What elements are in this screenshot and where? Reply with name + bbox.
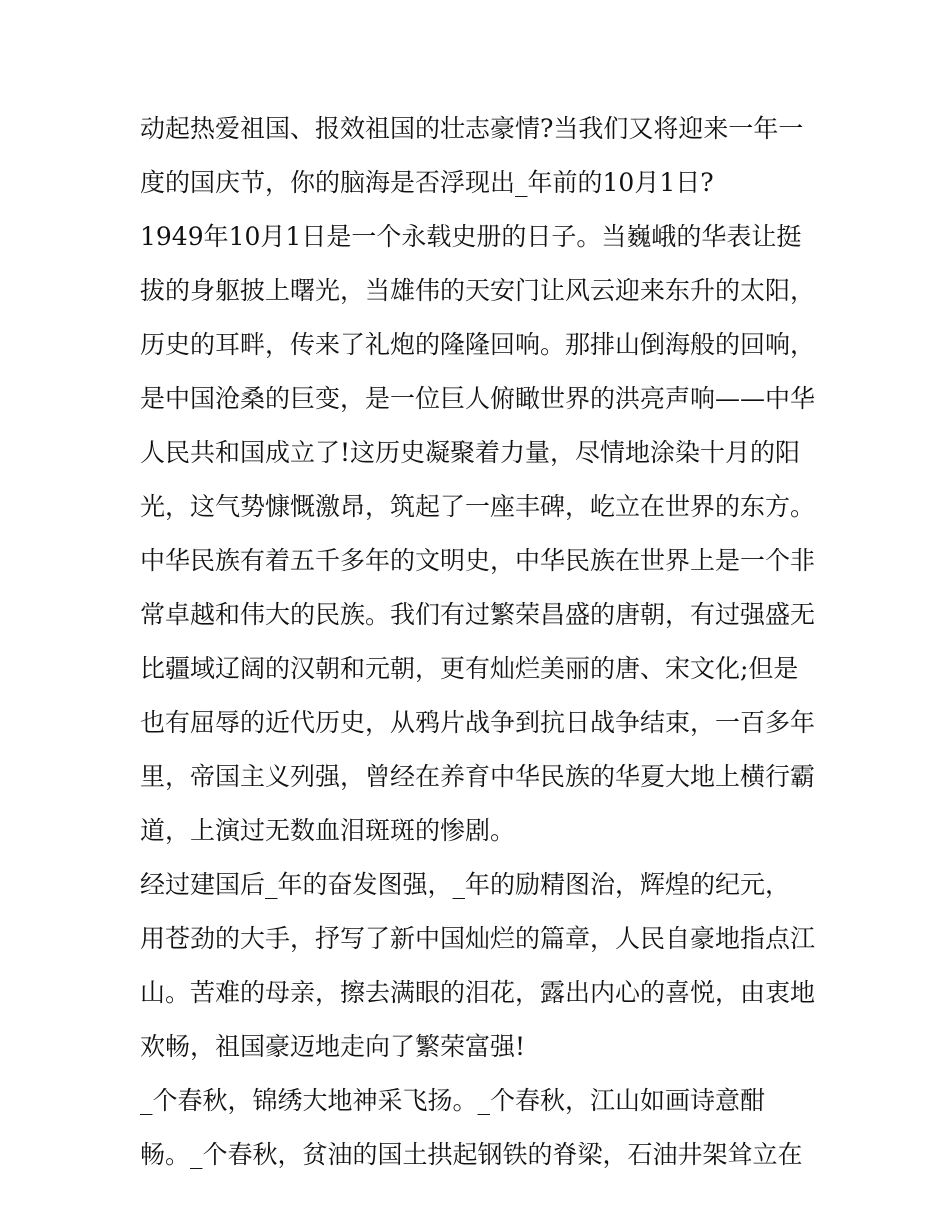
- text-line: 人民共和国成立了!这历史凝聚着力量，尽情地涂染十月的阳: [140, 438, 801, 467]
- text-line: 里，帝国主义列强，曾经在养育中华民族的华夏大地上横行霸: [140, 762, 816, 791]
- text-line: 历史的耳畔，传来了礼炮的隆隆回响。那排山倒海般的回响，: [140, 330, 816, 359]
- text-line: 1949年10月1日是一个永载史册的日子。当巍峨的华表让挺: [140, 222, 802, 251]
- text-line: 比疆域辽阔的汉朝和元朝，更有灿烂美丽的唐、宋文化;但是: [140, 654, 799, 683]
- text-line: 动起热爱祖国、报效祖国的壮志豪情?当我们又将迎来一年一: [140, 114, 804, 143]
- text-line: 拔的身躯披上曙光，当雄伟的天安门让风云迎来东升的太阳，: [140, 276, 816, 305]
- document-body: [140, 102, 830, 1182]
- text-line: 欢畅，祖国豪迈地走向了繁荣富强!: [140, 1032, 526, 1061]
- text-line: 山。苦难的母亲，擦去满眼的泪花，露出内心的喜悦，由衷地: [140, 978, 816, 1007]
- text-line: 度的国庆节，你的脑海是否浮现出_年前的10月1日?: [140, 168, 714, 197]
- text-line: 常卓越和伟大的民族。我们有过繁荣昌盛的唐朝，有过强盛无: [140, 600, 816, 629]
- text-line: 畅。_个春秋，贫油的国土拱起钢铁的脊梁，石油井架耸立在: [140, 1140, 803, 1169]
- text-line: 道，上演过无数血泪斑斑的惨剧。: [140, 816, 516, 845]
- text-line: _个春秋，锦绣大地神采飞扬。_个春秋，江山如画诗意酣: [140, 1086, 766, 1115]
- text-line: 光，这气势慷慨激昂，筑起了一座丰碑，屹立在世界的东方。: [140, 492, 816, 521]
- text-line: 经过建国后_年的奋发图强，_年的励精图治，辉煌的纪元，: [140, 870, 791, 899]
- text-line: 用苍劲的大手，抒写了新中国灿烂的篇章，人民自豪地指点江: [140, 924, 816, 953]
- text-line: 是中国沧桑的巨变，是一位巨人俯瞰世界的洪亮声响——中华: [140, 384, 816, 413]
- text-line: 也有屈辱的近代历史，从鸦片战争到抗日战争结束，一百多年: [140, 708, 816, 737]
- text-line: 中华民族有着五千多年的文明史，中华民族在世界上是一个非: [140, 546, 816, 575]
